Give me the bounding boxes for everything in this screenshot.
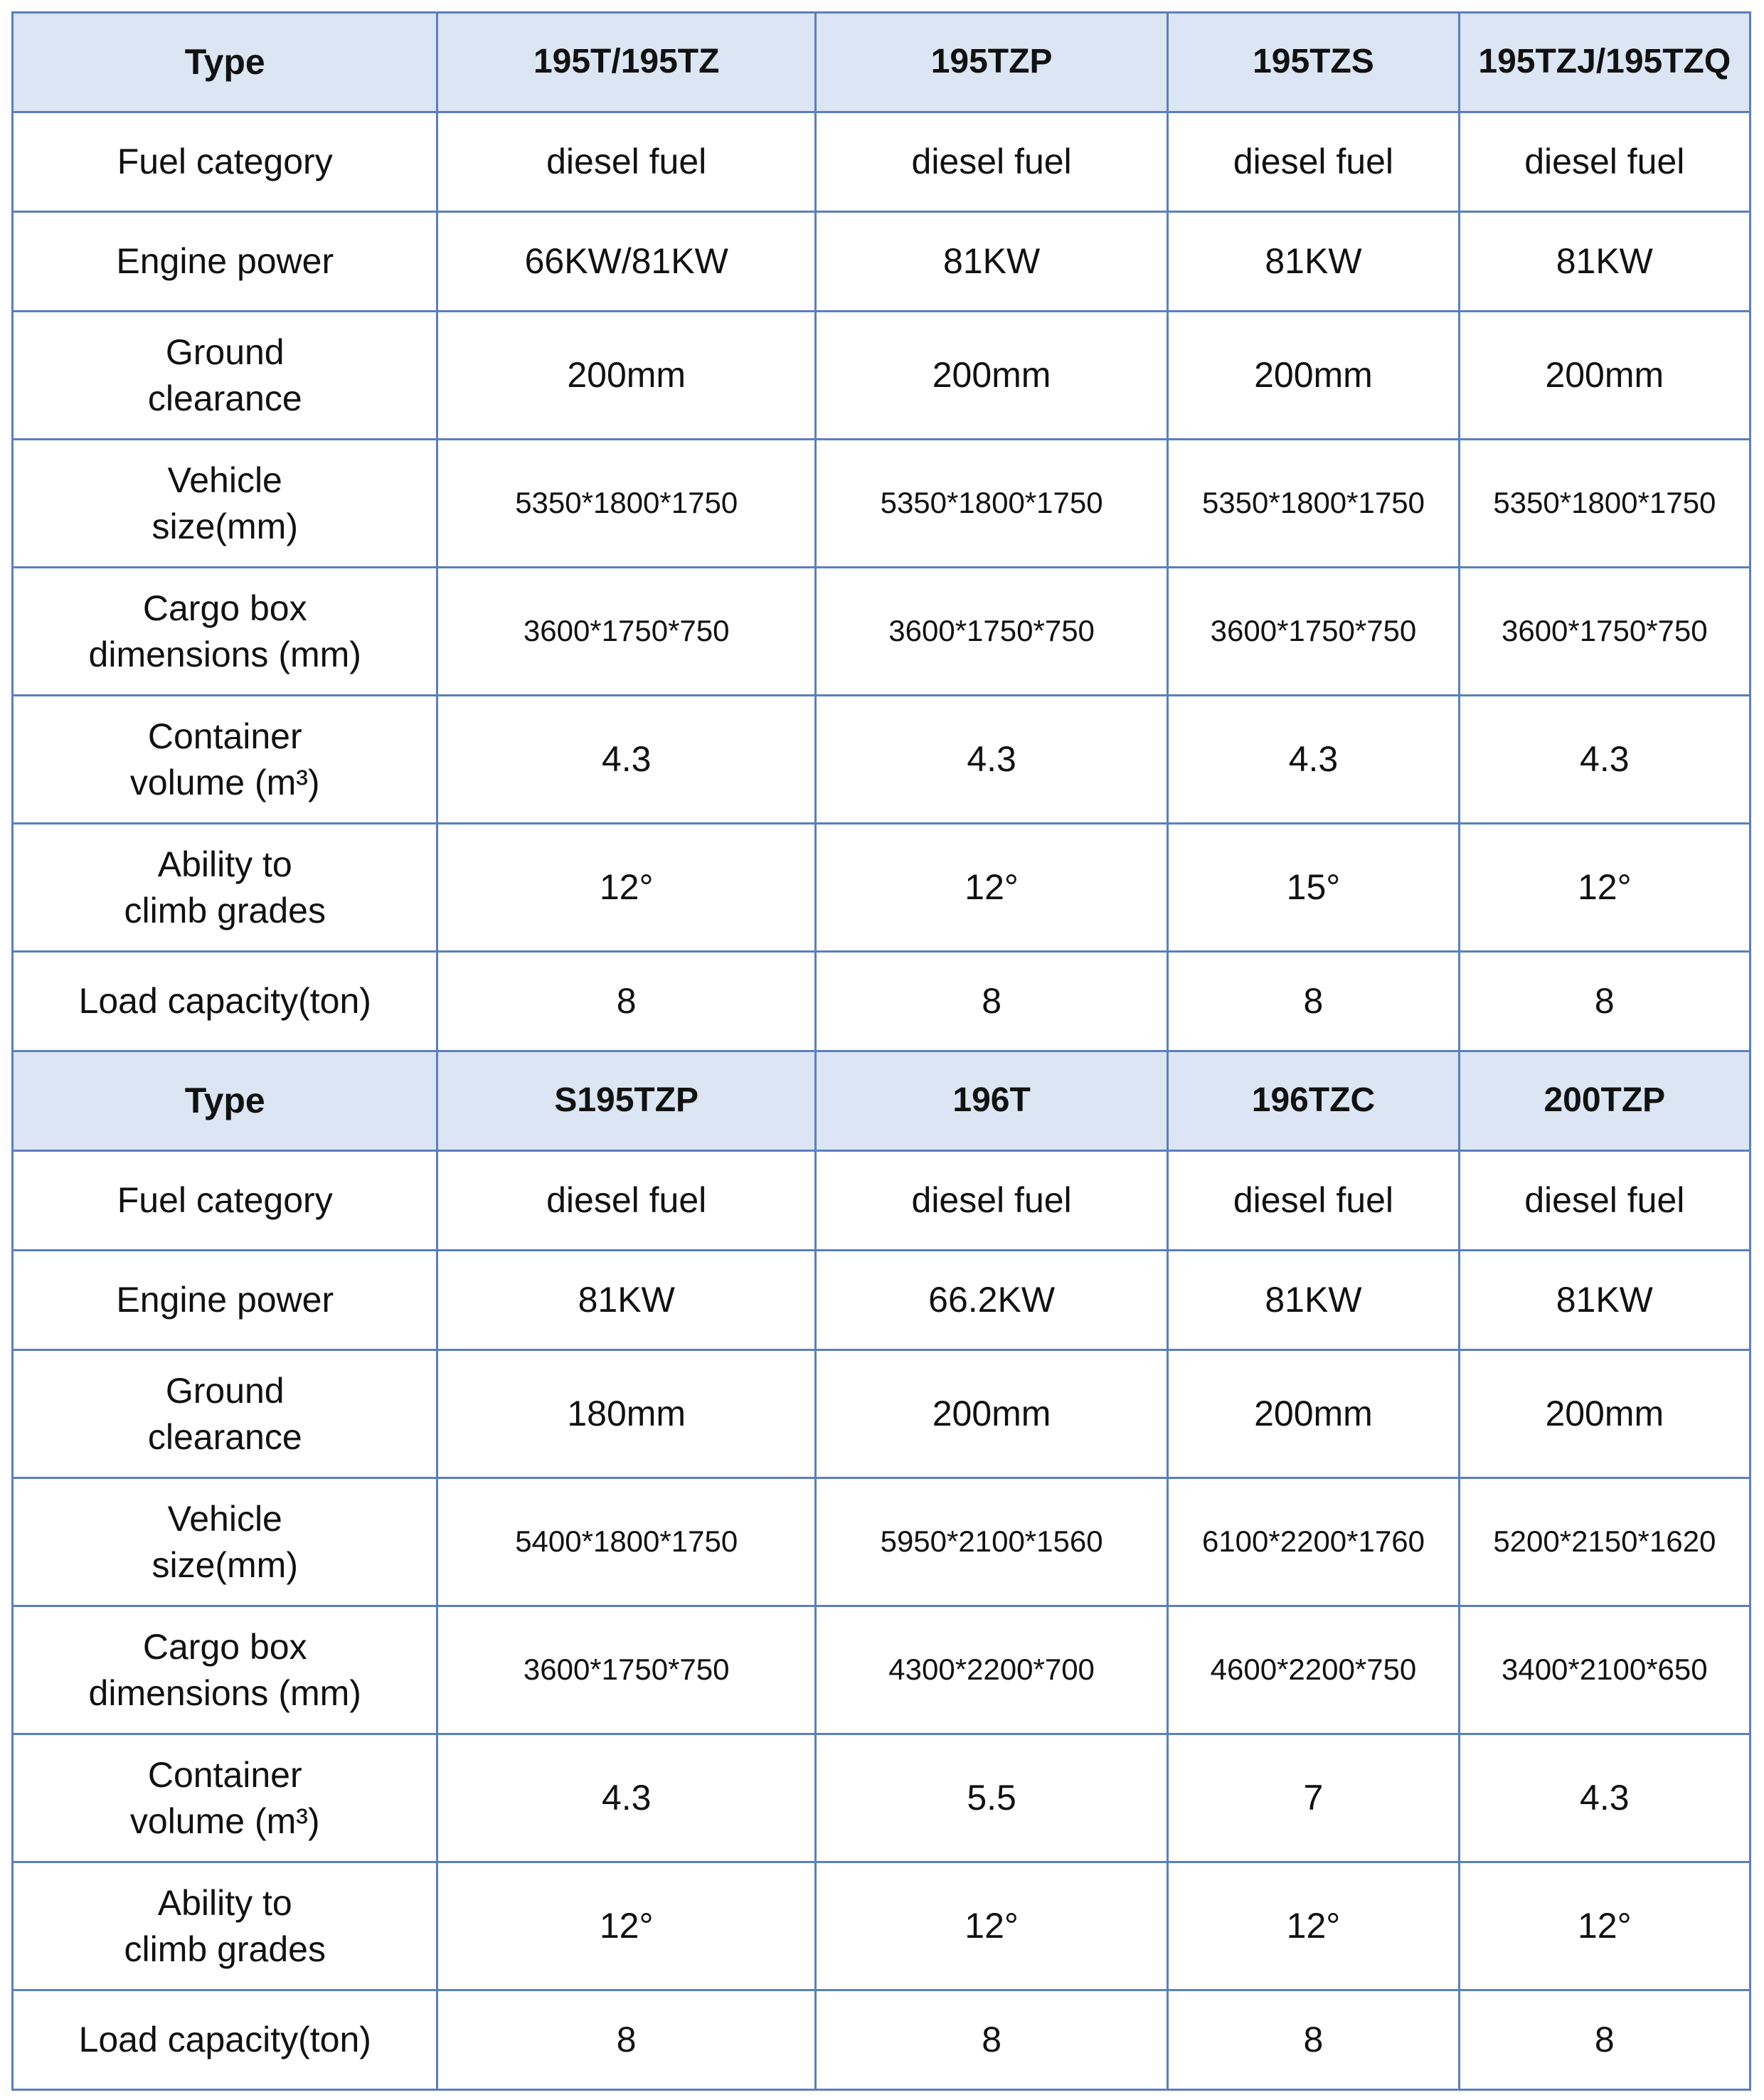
row-label-line: Vehicle [167,1498,282,1539]
row-label-line: Container [147,1754,302,1795]
model-header-cell: 195TZJ/195TZQ [1459,13,1750,112]
value-cell: 81KW [815,212,1167,312]
spec-table-body [13,13,1750,2090]
model-header-cell: 195T/195TZ [437,13,815,112]
spec-row-load-capacity-ton [13,952,1750,1051]
row-label-cell [13,1151,437,1251]
value-cell: 4.3 [1459,696,1750,824]
row-label-cell [13,212,437,312]
value-cell: 8 [1459,1990,1750,2090]
value-cell: 12° [815,824,1167,952]
value-cell: diesel fuel [1168,112,1459,212]
value-cell: 200mm [1459,1350,1750,1478]
value-cell: 12° [1459,1862,1750,1990]
value-cell: 81KW [1459,212,1750,312]
value-cell: 4600*2200*750 [1168,1606,1459,1734]
row-label-cell [13,1478,437,1606]
row-label-cell [13,312,437,440]
row-label-line: volume (m³) [129,1801,320,1841]
row-label-cell [13,1251,437,1350]
value-cell: 5350*1800*1750 [1168,440,1459,568]
row-label-line: clearance [147,378,302,418]
row-label-line: volume (m³) [129,762,320,802]
row-label-cell [13,1350,437,1478]
row-label-line: clearance [147,1416,302,1457]
value-cell: 66KW/81KW [437,212,815,312]
value-cell: 5350*1800*1750 [1459,440,1750,568]
spec-row-container-volume-m [13,1734,1750,1862]
value-cell: diesel fuel [815,112,1167,212]
row-label-cell [13,440,437,568]
value-cell: 8 [1168,1990,1459,2090]
value-cell: 3600*1750*750 [437,1606,815,1734]
row-label-line: Fuel category [117,1180,333,1220]
row-label-cell [13,1990,437,2090]
value-cell: 5200*2150*1620 [1459,1478,1750,1606]
spec-row-ability-to-climb-grades [13,824,1750,952]
value-cell: diesel fuel [1168,1151,1459,1251]
value-cell: 15° [1168,824,1459,952]
spec-row-vehicle-size-mm [13,440,1750,568]
value-cell: 8 [1459,952,1750,1051]
value-cell: 5950*2100*1560 [815,1478,1167,1606]
value-cell: 12° [437,824,815,952]
row-label-line: Engine power [116,241,334,281]
spec-row-fuel-category [13,1151,1750,1251]
value-cell: 81KW [437,1251,815,1350]
value-cell: 7 [1168,1734,1459,1862]
value-cell: diesel fuel [437,112,815,212]
value-cell: 8 [815,1990,1167,2090]
row-label-line: Cargo box [142,588,307,628]
row-label-line: Cargo box [142,1626,307,1667]
spec-row-engine-power [13,1251,1750,1350]
spec-row-cargo-box-dimensions-mm [13,568,1750,696]
model-header-cell: 196TZC [1168,1051,1459,1151]
spec-row-cargo-box-dimensions-mm [13,1606,1750,1734]
row-label-line: dimensions (mm) [88,1672,361,1713]
value-cell: 5350*1800*1750 [815,440,1167,568]
value-cell: 3600*1750*750 [1459,568,1750,696]
spec-row-load-capacity-ton [13,1990,1750,2090]
value-cell: 3600*1750*750 [815,568,1167,696]
row-label-line: climb grades [124,1929,326,1969]
row-label-line: size(mm) [152,506,298,546]
model-header-cell: 195TZS [1168,13,1459,112]
value-cell: 200mm [815,1350,1167,1478]
spec-row-ability-to-climb-grades [13,1862,1750,1990]
row-label-line: size(mm) [152,1544,298,1585]
value-cell: 4.3 [1168,696,1459,824]
row-label-line: dimensions (mm) [88,634,361,674]
row-label-line: Load capacity(ton) [78,2020,371,2059]
value-cell: 200mm [437,312,815,440]
value-cell: 200mm [1459,312,1750,440]
row-label-cell [13,568,437,696]
value-cell: diesel fuel [1459,1151,1750,1251]
header-row [13,1051,1750,1151]
value-cell: 8 [437,1990,815,2090]
value-cell: 180mm [437,1350,815,1478]
value-cell: 5.5 [815,1734,1167,1862]
value-cell: 8 [437,952,815,1051]
spec-row-vehicle-size-mm [13,1478,1750,1606]
row-label-line: Ability to [157,844,292,884]
value-cell: 4.3 [1459,1734,1750,1862]
spec-row-ground-clearance [13,1350,1750,1478]
spec-row-fuel-category [13,112,1750,212]
spec-row-container-volume-m [13,696,1750,824]
model-header-cell: 196T [815,1051,1167,1151]
row-label-line: Ability to [157,1882,292,1923]
row-label-cell [13,824,437,952]
header-row [13,13,1750,112]
value-cell: 3600*1750*750 [437,568,815,696]
value-cell: diesel fuel [437,1151,815,1251]
row-label-cell [13,112,437,212]
row-label-line: Ground [165,332,285,372]
model-header-cell: 195TZP [815,13,1167,112]
spec-row-engine-power [13,212,1750,312]
value-cell: 4.3 [815,696,1167,824]
value-cell: 200mm [815,312,1167,440]
row-label-cell [13,1606,437,1734]
value-cell: 5350*1800*1750 [437,440,815,568]
value-cell: 81KW [1168,212,1459,312]
value-cell: 4300*2200*700 [815,1606,1167,1734]
row-label-cell [13,696,437,824]
value-cell: 66.2KW [815,1251,1167,1350]
row-label-line: climb grades [124,890,326,930]
row-label-line: Load capacity(ton) [78,981,371,1021]
value-cell: 81KW [1168,1251,1459,1350]
type-header-cell: Type [13,1051,437,1151]
spec-row-ground-clearance [13,312,1750,440]
row-label-line: Vehicle [167,460,282,500]
value-cell: 8 [815,952,1167,1051]
value-cell: 200mm [1168,1350,1459,1478]
value-cell: 12° [437,1862,815,1990]
row-label-line: Container [147,716,302,756]
value-cell: 6100*2200*1760 [1168,1478,1459,1606]
spec-table [11,11,1751,2091]
value-cell: diesel fuel [1459,112,1750,212]
value-cell: 12° [1459,824,1750,952]
value-cell: 3600*1750*750 [1168,568,1459,696]
value-cell: 5400*1800*1750 [437,1478,815,1606]
type-header-cell: Type [13,13,437,112]
row-label-line: Ground [165,1370,285,1411]
value-cell: 4.3 [437,696,815,824]
row-label-line: Fuel category [117,142,333,181]
row-label-cell [13,1734,437,1862]
value-cell: 81KW [1459,1251,1750,1350]
model-header-cell: 200TZP [1459,1051,1750,1151]
value-cell: 12° [815,1862,1167,1990]
value-cell: 3400*2100*650 [1459,1606,1750,1734]
value-cell: 8 [1168,952,1459,1051]
model-header-cell: S195TZP [437,1051,815,1151]
row-label-cell [13,1862,437,1990]
value-cell: 200mm [1168,312,1459,440]
row-label-line: Engine power [116,1280,334,1320]
value-cell: 4.3 [437,1734,815,1862]
value-cell: 12° [1168,1862,1459,1990]
value-cell: diesel fuel [815,1151,1167,1251]
row-label-cell [13,952,437,1051]
